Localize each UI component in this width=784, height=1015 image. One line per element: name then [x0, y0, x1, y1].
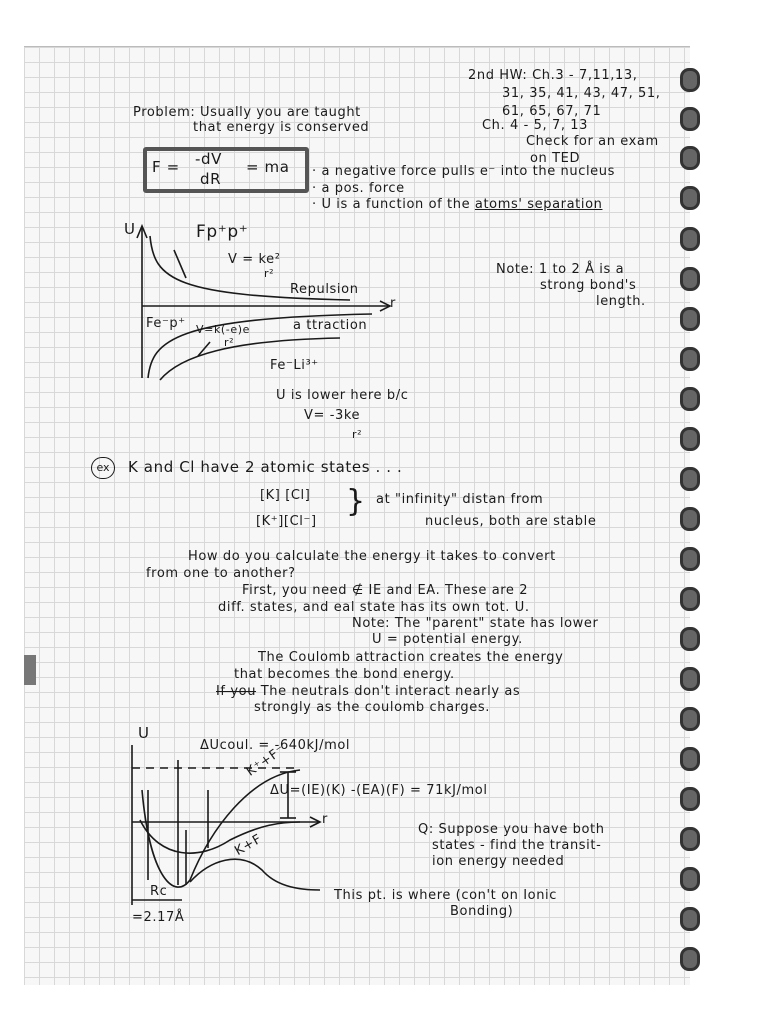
graph1-v2-den: r²: [224, 336, 235, 349]
graph2-u-label: U: [138, 724, 150, 742]
hw-line: Ch. 4 - 5, 7, 13: [482, 118, 589, 133]
problem-line: that energy is conserved: [193, 120, 370, 135]
rc-label: Rc: [150, 884, 168, 899]
state-desc: nucleus, both are stable: [425, 514, 597, 529]
bullet-underlined-text: atoms' separation: [474, 197, 603, 212]
bullet-line: · a pos. force: [312, 181, 405, 196]
formula-rhs: = ma: [246, 158, 290, 176]
question-line: states - find the transit-: [432, 838, 602, 853]
neutral-curve-label: K+F: [232, 831, 265, 859]
note-line: length.: [596, 294, 646, 309]
para-line: U = potential energy.: [372, 632, 523, 647]
para-line: diff. states, and eal state has its own tot. U.: [218, 600, 530, 615]
graph1-u-label: U: [124, 220, 136, 238]
formula-numerator: -dV: [195, 150, 222, 168]
point-pointer: [190, 859, 320, 890]
ionic-curve-label: K⁺+F⁻: [243, 742, 289, 780]
hw-line: on TED: [530, 151, 581, 166]
lower-note-formula: V= -3ke: [304, 408, 361, 423]
para-line: strongly as the coulomb charges.: [254, 700, 490, 715]
brace: }: [346, 484, 366, 519]
hw-line: 2nd HW: Ch.3 - 7,11,13,: [468, 68, 638, 83]
hw-line: 61, 65, 67, 71: [502, 104, 602, 119]
state-neutral: [K] [Cl]: [260, 488, 311, 503]
para-line: from one to another?: [146, 566, 296, 581]
example-title: K and Cl have 2 atomic states . . .: [128, 458, 403, 476]
coulomb-energy-label: ΔUcoul. = -640kJ/mol: [200, 738, 351, 753]
formula-lhs: F =: [152, 158, 180, 176]
para-line: The Coulomb attraction creates the energy: [258, 650, 564, 665]
graph1-r-label: r: [390, 296, 396, 311]
para-line: that becomes the bond energy.: [234, 667, 455, 682]
point-note: This pt. is where (con't on Ionic: [334, 888, 558, 903]
graph1-v2: V=k(-e)e: [196, 323, 250, 336]
para-text: The neutrals don't interact nearly as: [260, 684, 521, 699]
graph1-fep-label: Fe⁻p⁺: [146, 316, 186, 331]
state-desc: at "infinity" distan from: [376, 492, 544, 507]
graph1-feli-label: Fe⁻Li³⁺: [270, 358, 319, 373]
note-line: Note: 1 to 2 Å is a: [496, 262, 625, 277]
graph1-v1: V = ke²: [228, 252, 281, 267]
note-line: strong bond's: [540, 278, 637, 293]
question-line: ion energy needed: [432, 854, 565, 869]
para-line: Note: The "parent" state has lower: [352, 616, 599, 631]
para-line: How do you calculate the energy it takes to convert: [188, 549, 556, 564]
graph1-attraction: a ttraction: [293, 318, 368, 333]
bullet-text: · U is a function of the: [312, 197, 471, 212]
hw-line: Check for an exam: [526, 134, 659, 149]
hw-line: 31, 35, 41, 43, 47, 51,: [502, 86, 661, 101]
example-marker: ex: [91, 457, 115, 479]
graph2-r-label: r: [322, 812, 328, 827]
formula-denominator: dR: [200, 170, 222, 188]
problem-line: Problem: Usually you are taught: [133, 105, 361, 120]
delta-u-label: ΔU=(IE)(K) -(EA)(F) = 71kJ/mol: [270, 783, 488, 798]
question-line: Q: Suppose you have both: [418, 822, 605, 837]
graph1-repulsion: Repulsion: [290, 282, 359, 297]
point-note: Bonding): [450, 904, 514, 919]
lower-note-den: r²: [352, 428, 363, 441]
bullet-line: · a negative force pulls e⁻ into the nucleus: [312, 164, 615, 179]
lower-note-line: U is lower here b/c: [276, 388, 409, 403]
rc-value: =2.17Å: [132, 910, 185, 925]
graph1-fpp-label: Fp⁺p⁺: [196, 222, 249, 242]
struck-text: If you: [216, 684, 257, 699]
para-line: First, you need ∉ IE and EA. These are 2: [242, 583, 529, 598]
state-ionic: [K⁺][Cl⁻]: [256, 514, 317, 529]
graph1-v1-den: r²: [264, 267, 275, 280]
